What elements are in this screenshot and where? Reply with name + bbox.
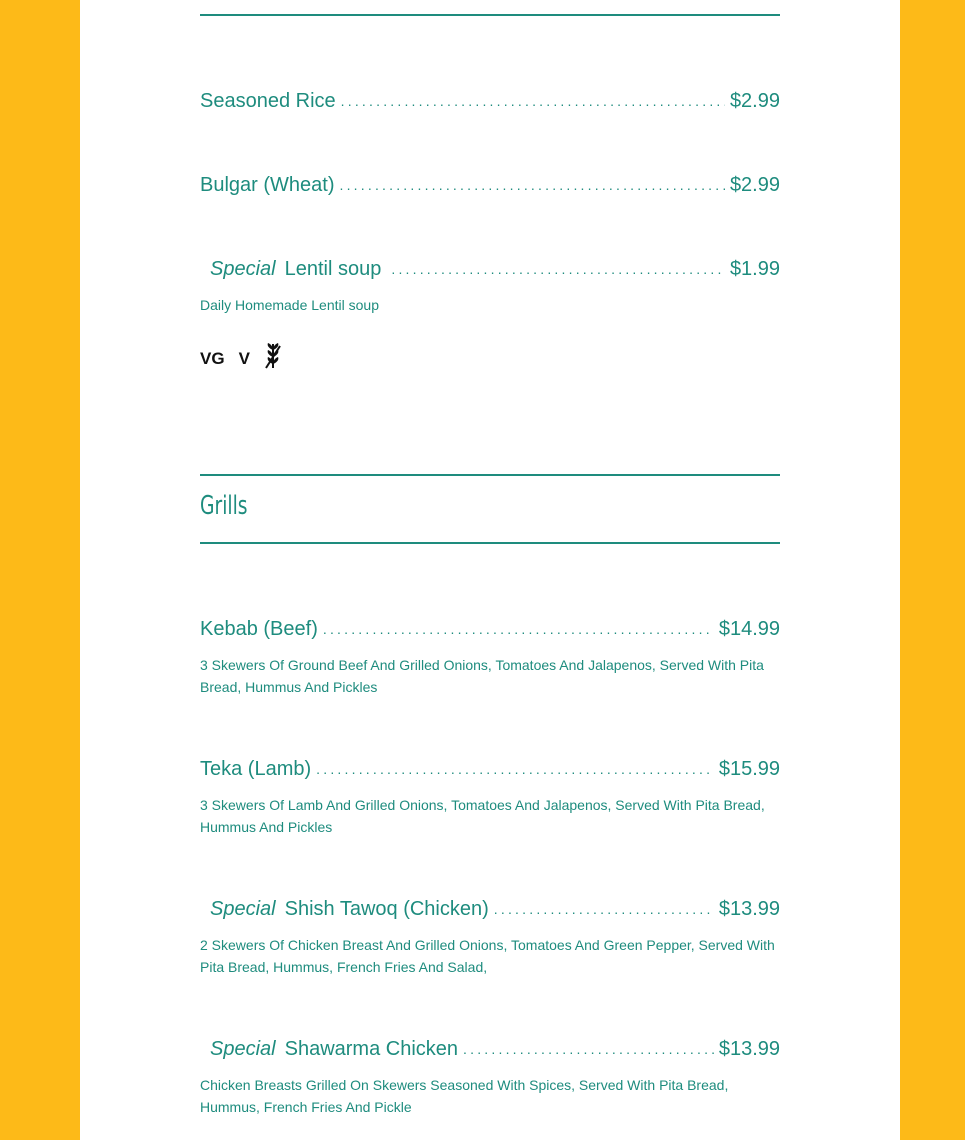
dot-leader [494, 895, 714, 923]
gluten-free-icon [264, 342, 282, 375]
menu-item-lentil-soup[interactable] [200, 255, 780, 316]
special-label: Special [210, 258, 276, 280]
menu-item-seasoned-rice[interactable] [200, 87, 780, 116]
menu-item-name: Kebab (Beef) [200, 618, 318, 640]
section-divider [200, 14, 780, 16]
dietary-badges [200, 342, 282, 375]
menu-item-shawarma-chicken[interactable] [200, 1035, 780, 1118]
menu-item-name: Lentil soup [284, 258, 382, 280]
menu-item-name: Teka (Lamb) [200, 758, 312, 780]
special-label: Special [210, 1038, 276, 1060]
dot-leader [463, 1035, 714, 1063]
menu-page [80, 0, 900, 1140]
menu-item-price: $2.99 [729, 174, 780, 196]
menu-item-price: $15.99 [718, 758, 780, 780]
menu-item-price: $13.99 [718, 898, 780, 920]
menu-item-description: 2 Skewers Of Chicken Breast And Grilled Onions, Tomatoes And Green Pepper, Served With Pita Bread, Hummus, French Fries And Salad, [200, 937, 775, 975]
section-title-grills: Grills [200, 491, 248, 521]
menu-item-shish-tawoq[interactable] [200, 895, 780, 978]
menu-item-name: Bulgar (Wheat) [200, 174, 335, 196]
menu-item-name: Shish Tawoq (Chicken) [284, 898, 489, 920]
menu-item-price: $2.99 [729, 90, 780, 112]
menu-item-price: $13.99 [718, 1038, 780, 1060]
section-divider [200, 474, 780, 476]
section-divider [200, 542, 780, 544]
menu-item-name: Shawarma Chicken [284, 1038, 459, 1060]
menu-item-teka[interactable] [200, 755, 780, 838]
dot-leader [341, 87, 725, 115]
special-label: Special [210, 898, 276, 920]
vegetarian-icon: V [238, 348, 250, 368]
dot-leader [340, 171, 725, 199]
menu-item-description: Daily Homemade Lentil soup [200, 297, 379, 313]
menu-item-description: 3 Skewers Of Lamb And Grilled Onions, Tomatoes And Jalapenos, Served With Pita Bread, Hummus And Pickles [200, 797, 765, 835]
menu-item-description: Chicken Breasts Grilled On Skewers Seasoned With Spices, Served With Pita Bread, Hummus, French Fries And Pickle [200, 1077, 729, 1115]
dot-leader [323, 615, 714, 643]
menu-item-bulgar[interactable] [200, 171, 780, 200]
menu-item-price: $1.99 [729, 258, 780, 280]
dot-leader [391, 255, 725, 283]
menu-item-description: 3 Skewers Of Ground Beef And Grilled Onions, Tomatoes And Jalapenos, Served With Pita Bread, Hummus And Pickles [200, 657, 764, 695]
menu-item-price: $14.99 [718, 618, 780, 640]
menu-item-kebab[interactable] [200, 615, 780, 698]
dot-leader [316, 755, 714, 783]
vegan-icon: VG [200, 348, 225, 368]
menu-item-name: Seasoned Rice [200, 90, 336, 112]
